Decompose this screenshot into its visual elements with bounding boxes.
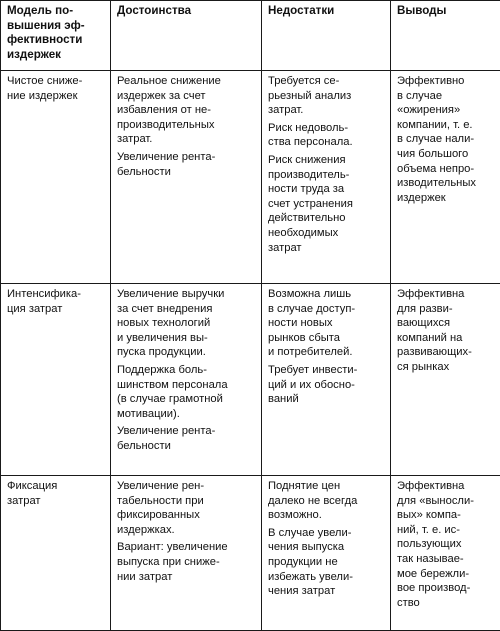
disadvantage-item: Риск недоволь- ства персонала. [268,121,384,150]
cell-conclusion: Эффективно в случае «ожирения» компании, т. е. в случае нали- чия большого объема непро- изводительных издержек [391,71,500,284]
cell-advantages [111,476,262,631]
cell-disadvantages [262,71,391,284]
table-header-row [1,1,500,71]
table-row [1,476,500,631]
advantage-item: Увеличение рента- бельности [117,150,255,179]
header-disadvantages: Недостатки [262,1,391,71]
disadvantage-item: В случае увели- чения выпуска продукции не избежать увели- чения затрат [268,526,384,599]
disadvantage-item: Поднятие цен далеко не всегда возможно. [268,479,384,523]
header-model: Модель по- вышения эф- фективности издержек [1,1,111,71]
header-conclusions: Выводы [391,1,500,71]
cell-conclusion: Эффективна для разви- вающихся компаний на развивающих- ся рынках [391,284,500,476]
cell-model: Чистое сниже- ние издержек [1,71,111,284]
advantage-item: Увеличение выручки за счет внедрения новых технологий и увеличения вы- пуска продукции. [117,287,255,360]
advantage-item: Вариант: увеличение выпуска при сниже- нии затрат [117,540,255,584]
header-advantages: Достоинства [111,1,262,71]
cell-model: Фиксация затрат [1,476,111,631]
cell-advantages [111,71,262,284]
advantage-item: Увеличение рента- бельности [117,424,255,453]
cell-advantages [111,284,262,476]
advantage-item: Поддержка боль- шинством персонала (в случае грамотной мотивации). [117,363,255,421]
cell-disadvantages [262,476,391,631]
cell-disadvantages [262,284,391,476]
advantage-item: Увеличение рен- табельности при фиксированных издержках. [117,479,255,537]
cell-model: Интенсифика- ция затрат [1,284,111,476]
cell-conclusion: Эффективна для «выносли- вых» компа- ний, т. е. ис- пользующих так называе- мое бережли- вое производ- ство [391,476,500,631]
disadvantage-item: Риск снижения производитель- ности труда за счет устранения действительно необходимых затрат [268,153,384,255]
disadvantage-item: Возможна лишь в случае доступ- ности новых рынков сбыта и потребителей. [268,287,384,360]
advantage-item: Реальное снижение издержек за счет избавления от не- производительных затрат. [117,74,255,147]
disadvantage-item: Требует инвести- ций и их обосно- ваний [268,363,384,407]
table-row [1,284,500,476]
table-row [1,71,500,284]
disadvantage-item: Требуется се- рьезный анализ затрат. [268,74,384,118]
